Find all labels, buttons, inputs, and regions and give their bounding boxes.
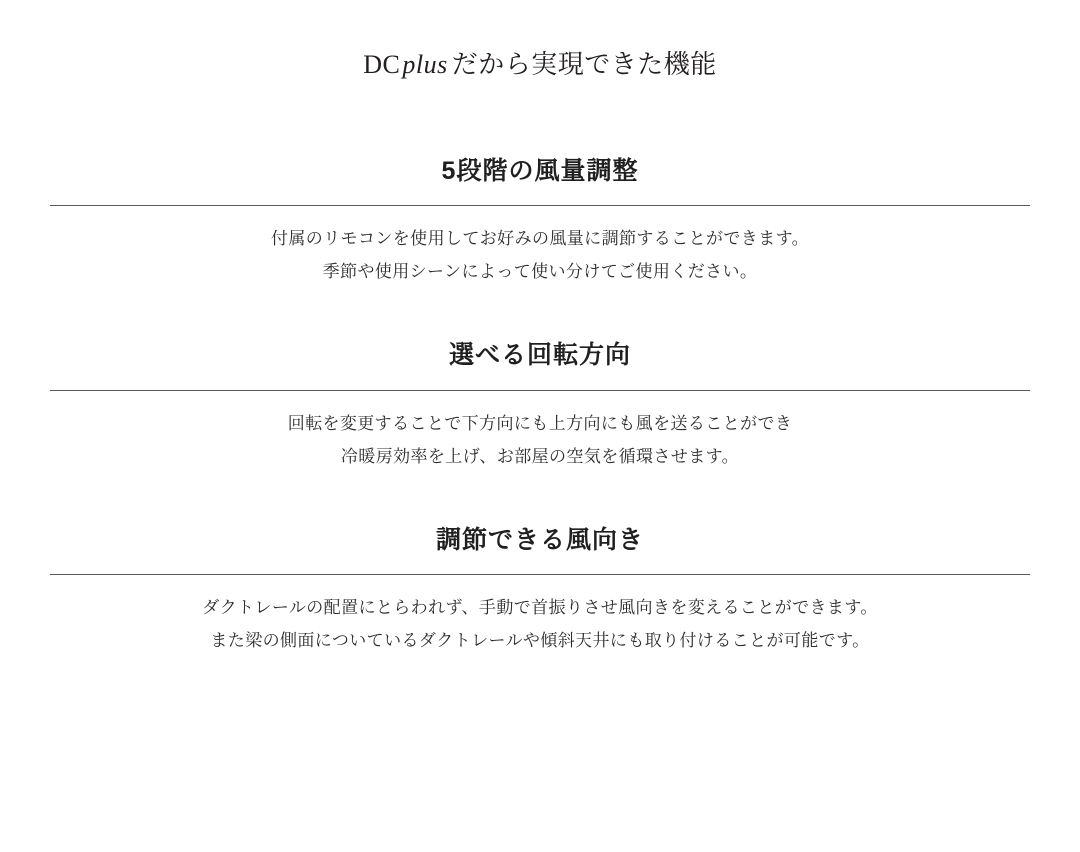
section-divider xyxy=(50,205,1030,206)
feature-section-rotation xyxy=(50,340,1030,473)
section-body-line: また梁の側面についているダクトレールや傾斜天井にも取り付けることが可能です。 xyxy=(210,631,870,651)
section-heading: 調節できる風向き xyxy=(435,525,644,554)
section-heading: 選べる回転方向 xyxy=(448,341,631,370)
page-title-suffix: だから実現できた機能 xyxy=(451,49,717,79)
section-body xyxy=(50,222,1030,288)
section-body-line: 付属のリモコンを使用してお好みの風量に調節することができます。 xyxy=(270,229,810,249)
feature-section-direction xyxy=(50,525,1030,658)
section-divider xyxy=(50,574,1030,575)
feature-sections xyxy=(0,156,1080,658)
section-body-line: ダクトレールの配置にとらわれず、手動で首振りさせ風向きを変えることができます。 xyxy=(202,598,878,618)
section-spacer xyxy=(0,473,1080,525)
section-heading: 5段階の風量調整 xyxy=(441,156,639,185)
section-body xyxy=(50,591,1030,657)
section-body-line: 冷暖房効率を上げ、お部屋の空気を循環させます。 xyxy=(340,446,740,466)
section-body-line: 季節や使用シーンによって使い分けてご使用ください。 xyxy=(322,262,758,282)
feature-section-airflow xyxy=(50,156,1030,289)
page-title xyxy=(0,0,1080,82)
section-spacer xyxy=(0,288,1080,340)
brand-name-plus: plus xyxy=(402,50,448,79)
section-body xyxy=(50,407,1030,473)
brand-name-dc: DC xyxy=(363,50,401,79)
section-divider xyxy=(50,390,1030,391)
section-body-line: 回転を変更することで下方向にも上方向にも風を送ることができ xyxy=(287,413,793,433)
